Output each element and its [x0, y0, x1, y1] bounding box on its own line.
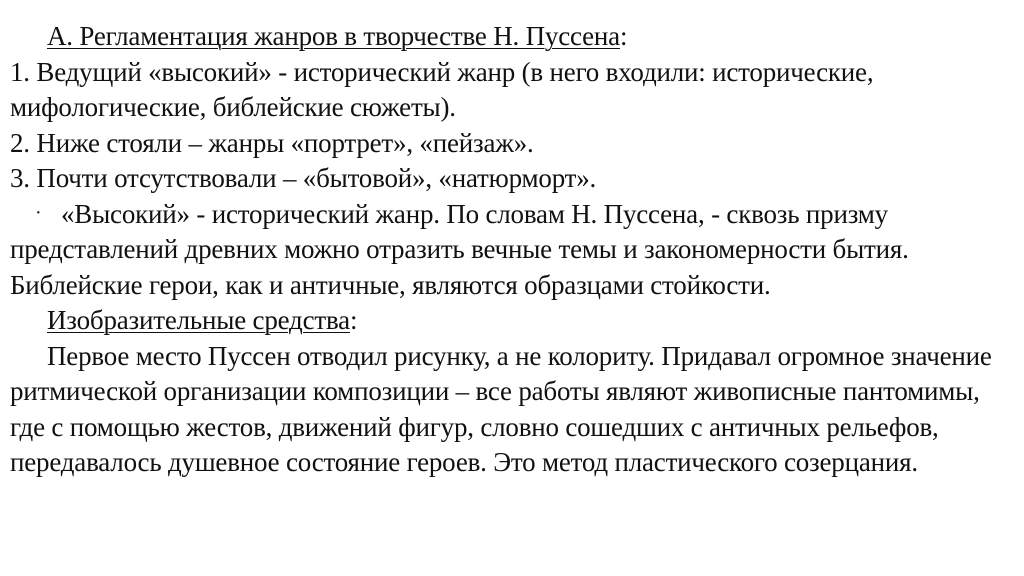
- section-heading-line: [10, 303, 1014, 339]
- list-item-3: 3. Почти отсутствовали – «бытовой», «натюрморт».: [10, 163, 597, 193]
- section-heading-colon: :: [349, 305, 358, 335]
- slide-text: [10, 19, 1014, 481]
- heading-colon: :: [619, 21, 628, 51]
- visual-means-heading: Изобразительные средства: [47, 305, 350, 335]
- heading-line: [10, 19, 1014, 55]
- bullet-dot-icon: ·: [35, 201, 42, 224]
- list-item-1: 1. Ведущий «высокий» - исторический жанр (в него входили: исторические, мифологические, библейские сюжеты).: [10, 56, 874, 122]
- list-item-2: 2. Ниже стояли – жанры «портрет», «пейзаж».: [10, 127, 534, 158]
- bullet-first-line-text: «Высокий» - исторический жанр. По словам Н. Пуссена, - сквозь призму: [61, 198, 888, 229]
- bullet-paragraph: [10, 197, 1014, 304]
- genre-regulation-heading: А. Регламентация жанров в творчестве Н. Пуссена: [47, 21, 620, 51]
- body-paragraph: Первое место Пуссен отводил рисунку, а не колориту. Придавал огромное значение ритмической организации композиции – все работы являют живописные пантомимы, где с помощью жестов, движений фигур, словно сошедших с античных рельефов, передавалось душевное состояние героев. Это метод пластического созерцания.: [10, 340, 992, 477]
- bullet-continuation: представлений древних можно отразить вечные темы и закономерности бытия. Библейские герои, как и античные, являются образцами стойкости.: [10, 234, 909, 300]
- bullet-first-line: [10, 197, 1014, 233]
